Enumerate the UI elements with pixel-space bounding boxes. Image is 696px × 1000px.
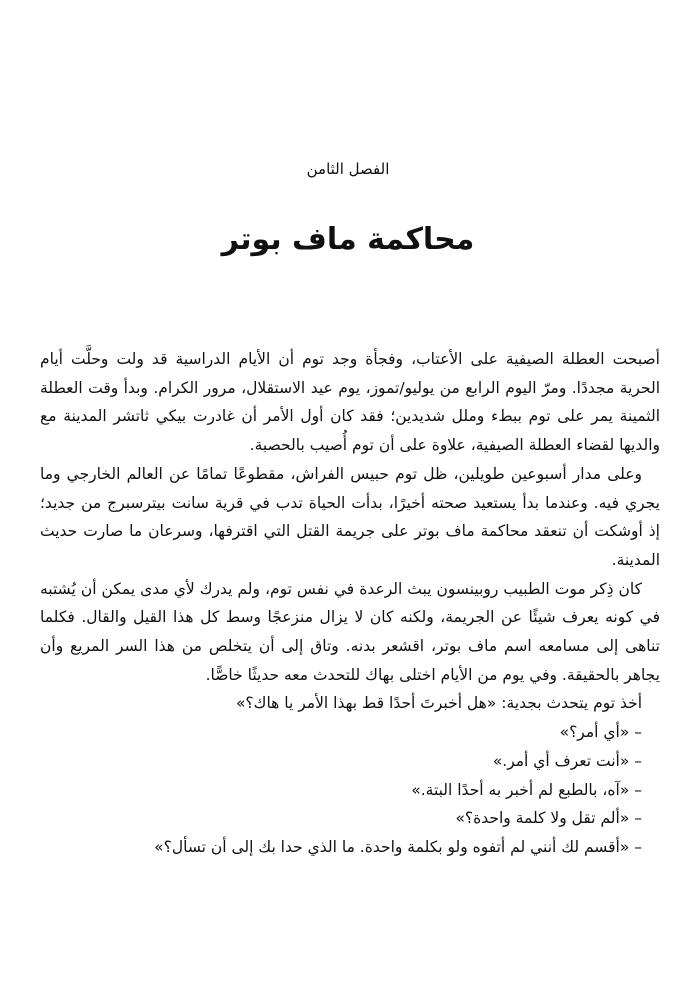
dialogue-line: – «آه، بالطبع لم أخبر به أحدًا البتة.» xyxy=(411,780,642,799)
dialogue-line: – «أنت تعرف أي أمر.» xyxy=(492,751,642,770)
dialogue-line: – «أقسم لك أنني لم أتفوه ولو بكلمة واحدة. ما الذي حدا بك إلى أن تسأل؟» xyxy=(154,837,642,856)
chapter-number-label: الفصل الثامن xyxy=(306,160,390,178)
paragraph-doctor-death: كان ذِكر موت الطبيب روبينسون يبث الرعدة في نفس توم، ولم يدرك لأي مدى يمكن أن يُشتبه في كونه يعرف شيئًا عن الجريمة، ولكنه كان لا يزال منزعجًا وسط كل هذا القيل والقال. فكلما تناهى إلى مسامعه اسم ماف بوتر، اقشعر بدنه. وتاق إلى أن يتخلص من هذا السر المريع وأن يجاهر بالحقيقة. وفي يوم من الأيام اختلى بهاك للتحدث معه حديثًا خاصًّا. xyxy=(40,579,660,684)
dialogue-line: – «أي أمر؟» xyxy=(559,723,642,742)
dialogue-line: – «ألم تقل ولا كلمة واحدة؟» xyxy=(455,809,642,828)
dialogue-line: أخذ توم يتحدث بجدية: «هل أخبرتَ أحدًا قط بهذا الأمر يا هاك؟» xyxy=(235,694,642,713)
chapter-title: محاكمة ماف بوتر xyxy=(221,222,475,257)
chapter-body xyxy=(40,345,660,862)
paragraph-summer-break: أصبحت العطلة الصيفية على الأعتاب، وفجأة وجد توم أن الأيام الدراسية قد ولت وحلَّت أيام الحرية مجددًا. ومرّ اليوم الرابع من يوليو/تموز، يوم عيد الاستقلال، مرور الكرام. وبدأ وقت العطلة الثمينة يمر على توم ببطء وملل شديدين؛ فقد كان أول الأمر أن غادرت بيكي ثاتشر المدينة مع والديها لقضاء العطلة الصيفية، علاوة على أن توم أُصيب بالحصبة. xyxy=(40,350,660,455)
paragraph-tom-sick: وعلى مدار أسبوعين طويلين، ظل توم حبيس الفراش، مقطوعًا تمامًا عن العالم الخارجي وما يجري فيه. وعندما بدأ يستعيد صحته أخيرًا، بدأت الحياة تدب في قرية سانت بيترسبرج من جديد؛ إذ أوشكت أن تنعقد محاكمة ماف بوتر على جريمة القتل التي اقترفها، وسرعان ما صارت حديث المدينة. xyxy=(40,464,660,569)
